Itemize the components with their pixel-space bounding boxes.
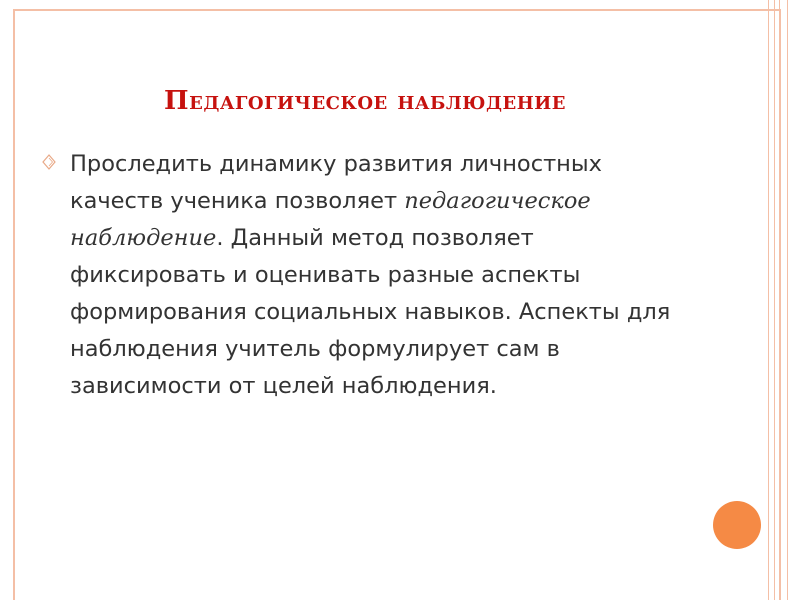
body-text-emphasis: педагогическое наблюдение	[70, 188, 591, 251]
decor-line-2	[774, 0, 775, 600]
slide-title: Педагогическое наблюдение	[164, 86, 566, 116]
body-text-part2: . Данный метод позволяет фиксировать и оценивать разные аспекты формирования социальных навыков. Аспекты для наблюдения учитель формулирует сам в зависимости от целей наблюдения.	[70, 225, 671, 399]
accent-circle	[713, 501, 761, 549]
decor-line-3	[779, 0, 780, 600]
bullet-text	[70, 146, 690, 405]
decor-line-4	[787, 0, 788, 600]
decor-line-1	[768, 0, 769, 600]
body-text-part1: Проследить динамику развития личностных качеств ученика позволяет	[70, 151, 602, 214]
diamond-outline-icon	[42, 154, 58, 170]
